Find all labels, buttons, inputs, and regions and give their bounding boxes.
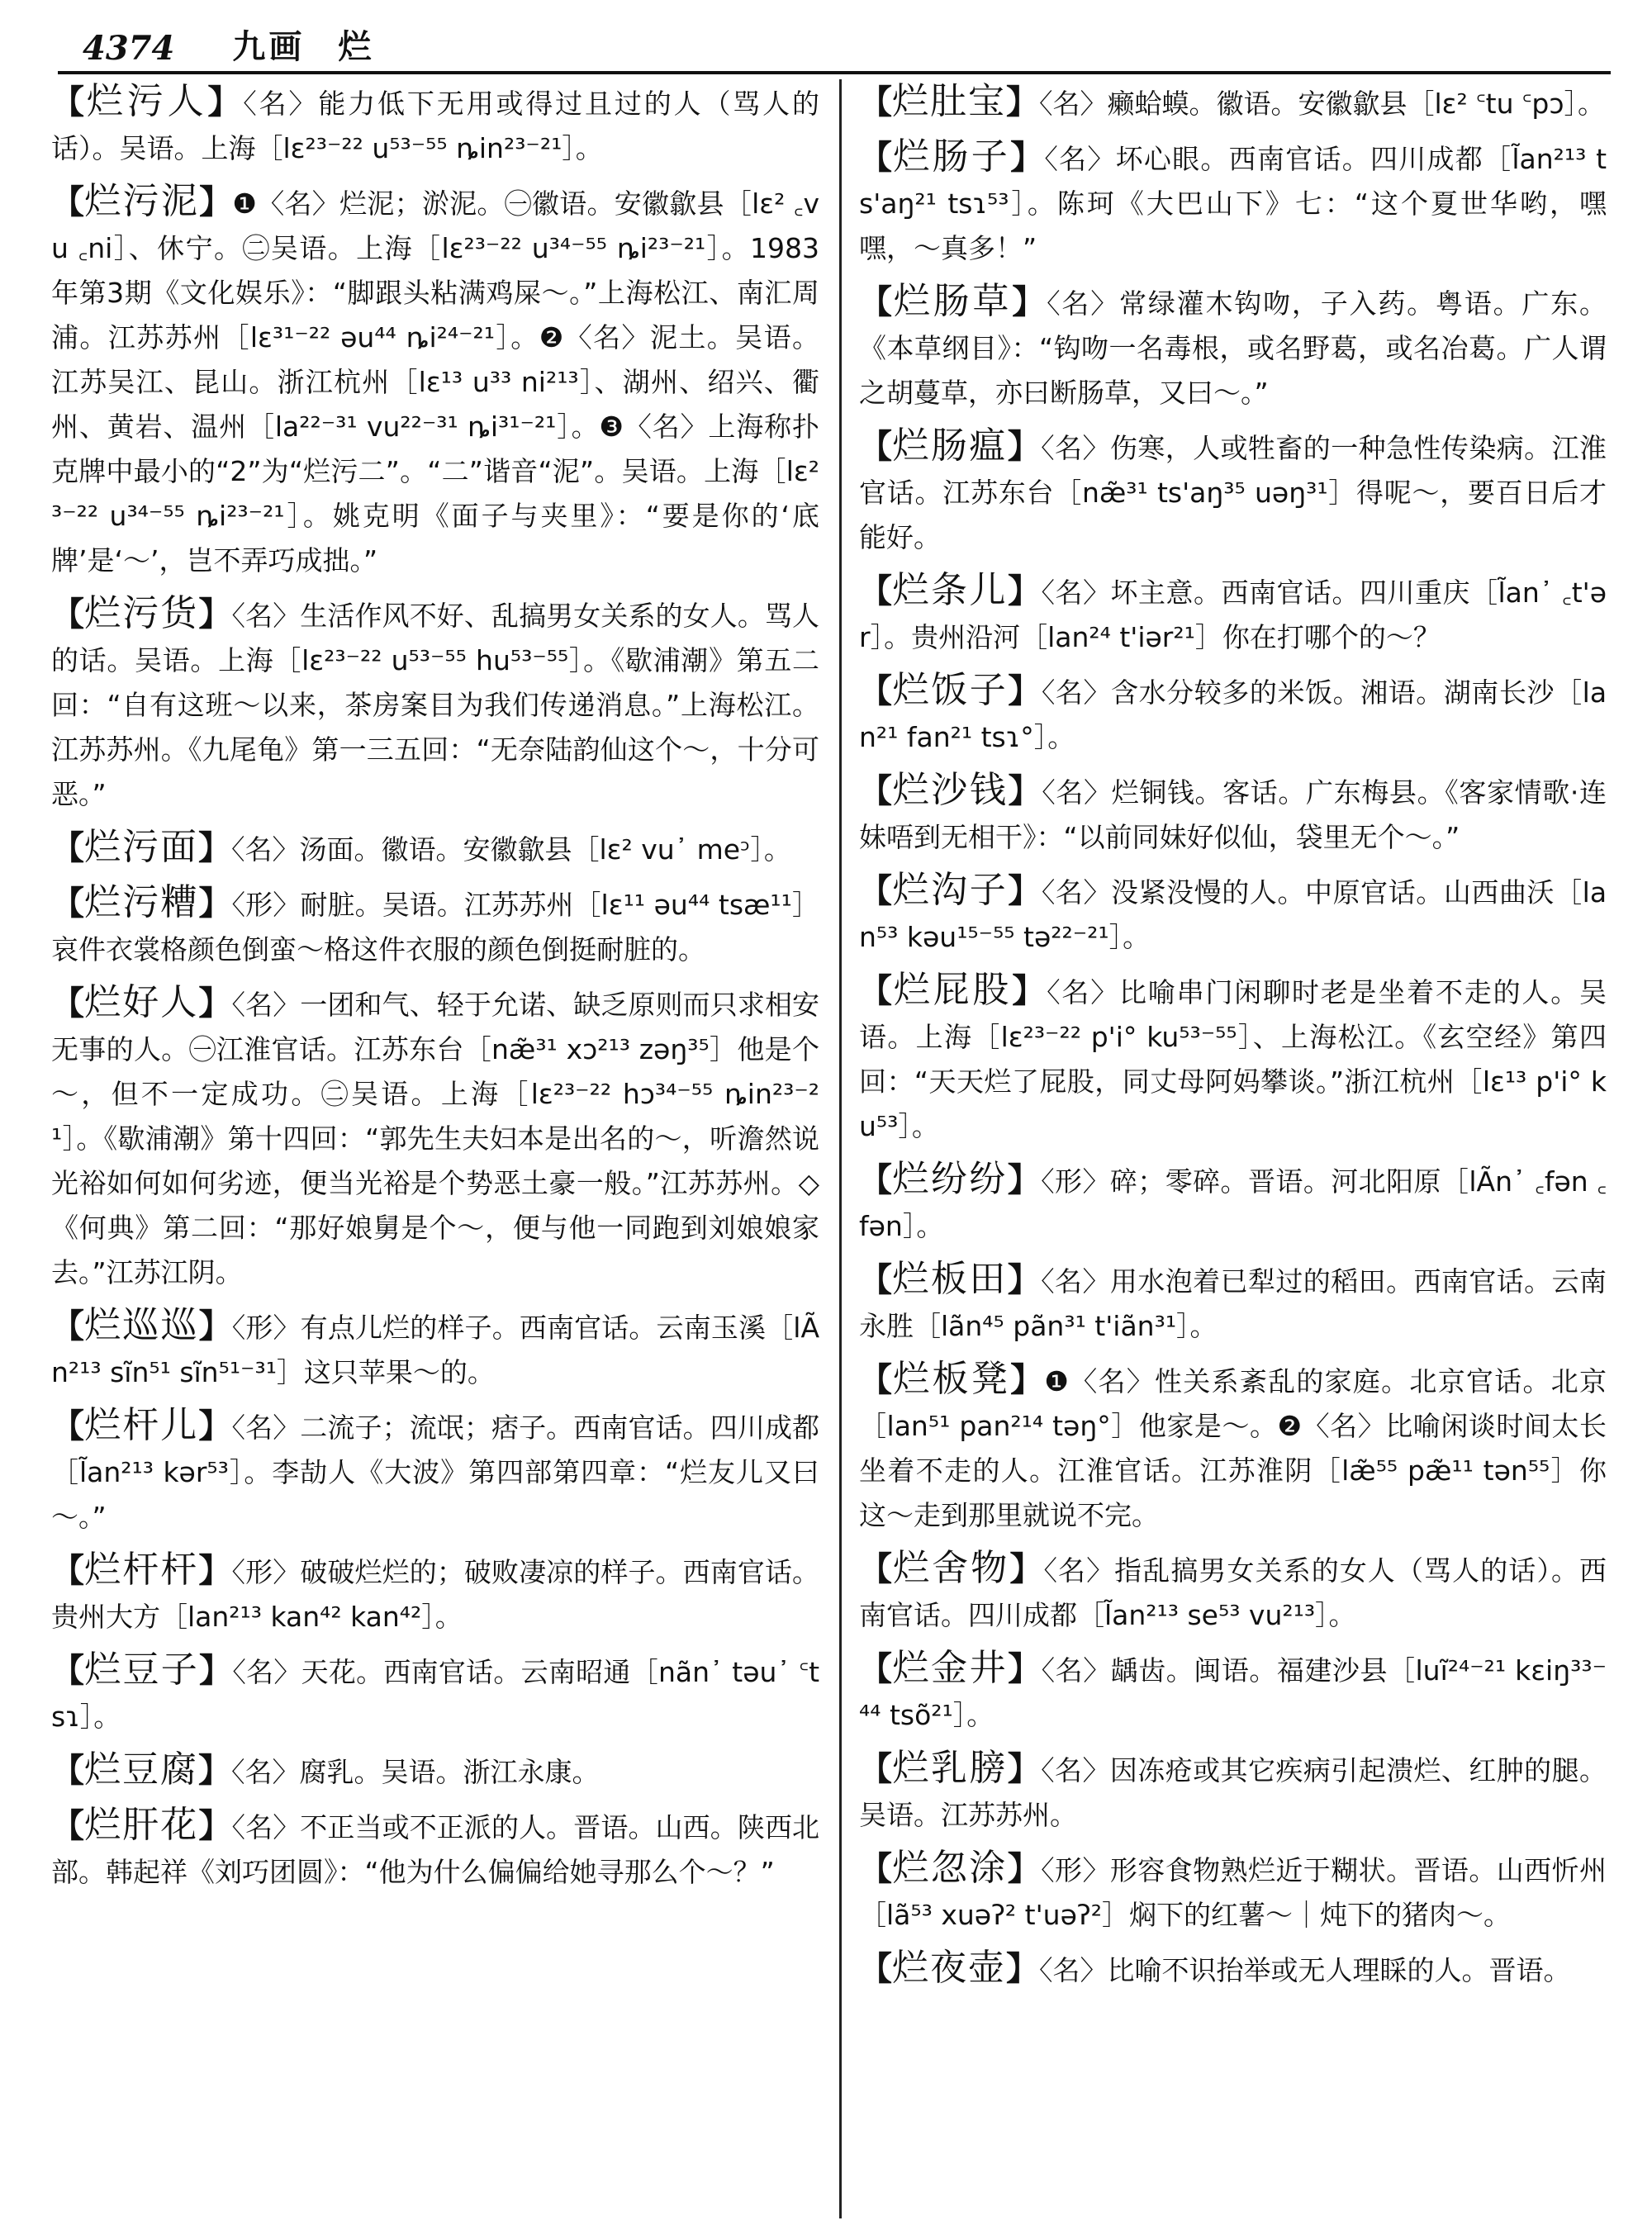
dictionary-entry [51,980,819,1295]
header-character: 烂 [338,28,372,66]
headword: 烂屁股 [893,969,1013,1011]
headword: 烂忽涂 [892,1847,1008,1889]
entry-definition: 〈形〉耐脏。吴语。江苏苏州［lɛ¹¹ əu⁴⁴ tsæ¹¹］哀件衣裳格颜色倒蛮～格这件衣服的颜色倒挺耐脏的。 [51,889,819,966]
dictionary-entry [859,1257,1607,1349]
open-bracket: 【 [859,1261,893,1299]
open-bracket: 【 [51,885,85,923]
close-bracket: 】 [1010,1361,1045,1399]
left-column [51,79,819,1903]
dictionary-entry [859,279,1607,415]
entry-definition: ❶〈名〉性关系紊乱的家庭。北京官话。北京［lan⁵¹ pan²¹⁴ təŋ°］他家是～。❷〈名〉比喻闲谈时间太长坐着不走的人。江淮官话。江苏淮阴［læ̃⁵⁵ pæ̃¹¹ tən⁵⁵］你这～走到那里就说不完。 [859,1365,1607,1531]
entry-definition: 〈名〉用水泡着已犁过的稻田。西南官话。云南永胜［lãn⁴⁵ pãn³¹ t'iãn³¹］。 [859,1265,1607,1342]
close-bracket: 】 [198,1807,232,1845]
entry-definition: 〈名〉坏心眼。西南官话。四川成都［l̃an²¹³ ts'aŋ²¹ tsɿ⁵³］。陈珂《大巴山下》七：“这个夏世华哟，嘿嘿，～真多！” [859,143,1607,264]
close-bracket: 】 [1008,1650,1042,1688]
close-bracket: 】 [1010,139,1045,177]
close-bracket: 】 [1007,1750,1042,1788]
open-bracket: 【 [859,1161,893,1199]
headword: 烂污糟 [84,881,199,923]
entry-definition: 〈名〉癞蛤蟆。徽语。安徽歙县［lɛ² ꜂tu ꜂pɔ］。 [1039,88,1605,120]
open-bracket: 【 [859,672,893,710]
close-bracket: 】 [198,1407,232,1445]
headword: 烂肠瘟 [892,425,1008,467]
headword: 烂条儿 [892,569,1008,611]
open-bracket: 【 [859,772,893,810]
headword: 烂沙钱 [892,769,1009,811]
close-bracket: 】 [1007,1850,1042,1888]
dictionary-entry [51,1803,819,1895]
close-bracket: 】 [198,829,231,867]
entry-definition: 〈名〉不正当或不正派的人。晋语。山西。陕西北部。韩起祥《刘巧团圆》：“他为什么偏偏给她寻那么个～？” [51,1811,820,1888]
open-bracket: 【 [51,985,85,1022]
header-rule [58,71,1611,74]
open-bracket: 【 [859,1750,893,1788]
dictionary-entry [859,568,1607,660]
open-bracket: 【 [859,83,892,121]
open-bracket: 【 [51,183,85,221]
open-bracket: 【 [51,1552,85,1590]
entry-definition: 〈名〉伤寒，人或牲畜的一种急性传染病。江淮官话。江苏东台［næ̃³¹ ts'aŋ³⁵ uəŋ³¹］得呢～，要百日后才能好。 [859,432,1607,553]
entry-definition: 〈名〉比喻不识抬举或无人理睬的人。晋语。 [1039,1954,1571,1986]
headword: 烂板田 [892,1258,1008,1300]
close-bracket: 】 [207,83,244,121]
open-bracket: 【 [859,1361,894,1399]
entry-definition: 〈名〉坏主意。西南官话。四川重庆［l̃an᾽ ꜀t'ər］。贵州沿河［lan²⁴ t'iər²¹］你在打哪个的～？ [859,576,1607,653]
dictionary-entry [859,668,1607,760]
open-bracket: 【 [859,572,893,610]
open-bracket: 【 [51,829,84,867]
dictionary-entry [859,868,1607,960]
dictionary-entry [859,1157,1607,1249]
open-bracket: 【 [859,428,893,466]
open-bracket: 【 [51,1807,85,1845]
header-section: 九画 [232,28,306,66]
open-bracket: 【 [859,1850,893,1888]
headword: 烂肚宝 [892,80,1006,122]
dictionary-entry [859,1646,1607,1738]
close-bracket: 】 [1008,572,1042,610]
close-bracket: 】 [198,885,232,923]
headword: 烂沟子 [892,869,1009,911]
close-bracket: 】 [1012,283,1047,321]
dictionary-entry [859,1946,1607,1993]
open-bracket: 【 [51,1407,85,1445]
close-bracket: 】 [198,1752,231,1790]
dictionary-entry [51,880,819,972]
close-bracket: 】 [1008,872,1042,910]
dictionary-entry [51,1648,819,1739]
column-divider [839,79,842,2218]
entry-definition: 〈名〉腐乳。吴语。浙江永康。 [231,1756,600,1788]
headword: 烂杆杆 [84,1549,199,1591]
entry-definition: 〈名〉龋齿。闽语。福建沙县［luĩ²⁴⁻²¹ kɛiŋ³³⁻⁴⁴ tsõ²¹］。 [859,1654,1607,1731]
headword: 烂豆子 [84,1649,200,1691]
headword: 烂好人 [84,981,199,1023]
dictionary-entry [859,1846,1607,1938]
dictionary-entry [859,1357,1607,1538]
close-bracket: 】 [198,595,232,633]
headword: 烂肠草 [893,280,1013,322]
dictionary-entry [51,1403,819,1540]
open-bracket: 【 [859,1550,894,1588]
open-bracket: 【 [51,1752,84,1790]
headword: 烂豆腐 [84,1748,198,1791]
close-bracket: 】 [198,1552,232,1590]
dictionary-entry [859,968,1607,1149]
dictionary-entry [859,79,1607,126]
headword: 烂污泥 [84,180,200,222]
entry-definition: 〈名〉因冻疮或其它疾病引起溃烂、红肿的腿。吴语。江苏苏州。 [859,1754,1607,1831]
entry-definition: 〈名〉常绿灌木钩吻，子入药。粤语。广东。《本草纲目》：“钩吻一名毒根，或名野葛，或名冶葛。广人谓之胡蔓草，亦曰断肠草，又曰～。” [859,287,1607,409]
open-bracket: 【 [51,595,85,633]
headword: 烂金井 [892,1647,1009,1689]
entry-definition: 〈名〉一团和气、轻于允诺、缺乏原则而只求相安无事的人。㊀江淮官话。江苏东台［næ̃³¹ xɔ²¹³ zəŋ³⁵］他是个～，但不一定成功。㊁吴语。上海［lɛ²³⁻²² hɔ³⁴⁻⁵⁵ ȵin²³⁻²¹］。《歇浦潮》第十四回：“郭先生夫妇本是出名的～，听澹然说光裕如何如何劣迹，便当光裕是个势恶土豪一般。”江苏苏州。◇《何典》第二回：“那好娘舅是个～，便与他一同跑到刘娘娘家去。”江苏江阴。 [51,989,820,1288]
headword: 烂饭子 [892,669,1009,711]
open-bracket: 【 [51,83,87,121]
close-bracket: 】 [1007,1261,1042,1299]
entry-definition: 〈名〉二流子；流氓；痞子。西南官话。四川成都［l̃an²¹³ kər⁵³］。李劼人《大波》第四部第四章：“烂友儿又曰～。” [51,1412,820,1533]
entry-definition: 〈名〉汤面。徽语。安徽歙县［lɛ² vu᾽ meᵓ］。 [231,833,791,866]
headword: 烂巡巡 [84,1304,199,1346]
entry-definition: 〈名〉生活作风不好、乱搞男女关系的女人。骂人的话。吴语。上海［lɛ²³⁻²² u⁵³⁻⁵⁵ hu⁵³⁻⁵⁵］。《歇浦潮》第五二回：“自有这班～以来，茶房案目为我们传递消息。”上海松江。江苏苏州。《九尾龟》第一三五回：“无奈陆韵仙这个～，十分可恶。” [51,600,820,810]
entry-definition: 〈形〉形容食物熟烂近于糊状。晋语。山西忻州［lã⁵³ xuəʔ² t'uəʔ²］焖下的红薯～｜炖下的猪肉～。 [859,1854,1607,1931]
headword: 烂纷纷 [892,1158,1008,1200]
entry-definition: 〈名〉没紧没慢的人。中原官话。山西曲沃［lan⁵³ kəu¹⁵⁻⁵⁵ tə²²⁻²¹］。 [859,876,1607,953]
open-bracket: 【 [859,972,894,1010]
open-bracket: 【 [859,1950,892,1988]
close-bracket: 】 [198,1307,232,1345]
entry-definition: 〈名〉能力低下无用或得过且过的人（骂人的话）。吴语。上海［lɛ²³⁻²² u⁵³⁻⁵⁵ ȵin²³⁻²¹］。 [51,88,820,164]
open-bracket: 【 [859,139,894,177]
page-number: 4374 [83,29,175,68]
dictionary-entry [859,1746,1607,1838]
open-bracket: 【 [859,872,893,910]
entry-definition: 〈名〉指乱搞男女关系的女人（骂人的话）。西南官话。四川成都［l̃an²¹³ se⁵³ vu²¹³］。 [859,1554,1607,1631]
right-column [859,79,1607,2001]
headword: 烂乳膀 [892,1747,1008,1789]
close-bracket: 】 [198,985,232,1022]
close-bracket: 】 [1007,428,1042,466]
entry-definition: 〈形〉破破烂烂的；破败凄凉的样子。西南官话。贵州大方［lan²¹³ kan⁴² kan⁴²］。 [51,1556,820,1633]
close-bracket: 】 [199,1652,233,1690]
dictionary-entry [51,79,819,171]
page-header [58,15,1602,68]
headword: 烂污面 [84,826,198,868]
dictionary-entry [51,1303,819,1395]
open-bracket: 【 [859,1650,893,1688]
close-bracket: 】 [199,183,233,221]
entry-definition: ❶〈名〉烂泥；淤泥。㊀徽语。安徽歙县［lɛ² ꜀vu ꜀ni］、休宁。㊁吴语。上海［lɛ²³⁻²² u³⁴⁻⁵⁵ ȵi²³⁻²¹］。1983年第3期《文化娱乐》：“脚跟头粘满鸡屎～。”上海松江、南汇周浦。江苏苏州［lɛ³¹⁻²² əu⁴⁴ ȵi²⁴⁻²¹］。❷〈名〉泥土。吴语。江苏吴江、昆山。浙江杭州［lɛ¹³ u³³ ni²¹³］、湖州、绍兴、衢州、黄岩、温州［la²²⁻³¹ vu²²⁻³¹ ȵi³¹⁻²¹］。❸〈名〉上海称扑克牌中最小的“2”为“烂污二”。“二”谐音“泥”。吴语。上海［lɛ²³⁻²² u³⁴⁻⁵⁵ ȵi²³⁻²¹］。姚克明《面子与夹里》：“要是你的‘底牌’是‘～’，岂不弄巧成拙。” [51,187,820,576]
open-bracket: 【 [51,1307,85,1345]
close-bracket: 】 [1006,83,1039,121]
dictionary-entry [51,1548,819,1639]
entry-definition: 〈名〉比喻串门闲聊时老是坐着不走的人。吴语。上海［lɛ²³⁻²² p'i° ku⁵³⁻⁵⁵］、上海松江。《玄空经》第四回：“天天烂了屁股，同丈母阿妈攀谈。”浙江杭州［lɛ¹³ p'i° ku⁵³］。 [859,976,1607,1142]
close-bracket: 】 [1008,772,1042,810]
headword: 烂夜壶 [892,1947,1006,1989]
dictionary-entry [51,179,819,583]
headword: 烂污人 [86,80,208,122]
dictionary-entry [859,1546,1607,1638]
entry-definition: 〈名〉烂铜钱。客话。广东梅县。《客家情歌·连妹唔到无相干》：“以前同妹好似仙，袋里无个～。” [859,776,1607,853]
dictionary-entry [51,1748,819,1795]
headword: 烂板凳 [893,1358,1011,1400]
dictionary-entry [859,135,1607,271]
close-bracket: 】 [1007,1161,1042,1199]
close-bracket: 】 [1006,1950,1039,1988]
close-bracket: 】 [1009,1550,1044,1588]
entry-definition: 〈名〉天花。西南官话。云南昭通［nãn᾽ təu᾽ ꜂tsɿ］。 [51,1656,820,1733]
entry-definition: 〈名〉含水分较多的米饭。湘语。湖南长沙［lan²¹ fan²¹ tsɿ°］。 [859,676,1607,753]
dictionary-entry [859,424,1607,560]
close-bracket: 】 [1012,972,1047,1010]
open-bracket: 【 [859,283,894,321]
dictionary-entry [51,591,819,817]
open-bracket: 【 [51,1652,85,1690]
headword: 烂污货 [84,592,199,634]
headword: 烂舍物 [893,1547,1010,1589]
dictionary-entry [859,768,1607,860]
headword: 烂肝花 [84,1804,199,1846]
dictionary-entry [51,825,819,872]
headword: 烂杆儿 [84,1404,199,1446]
entry-definition: 〈形〉有点儿烂的样子。西南官话。云南玉溪［lÃn²¹³ sĩn⁵¹ sĩn⁵¹⁻³¹］这只苹果～的。 [51,1312,820,1388]
close-bracket: 】 [1008,672,1042,710]
headword: 烂肠子 [893,135,1011,178]
entry-definition: 〈形〉碎；零碎。晋语。河北阳原［lÃn᾽ ꜀fən ꜀fən］。 [859,1165,1607,1242]
